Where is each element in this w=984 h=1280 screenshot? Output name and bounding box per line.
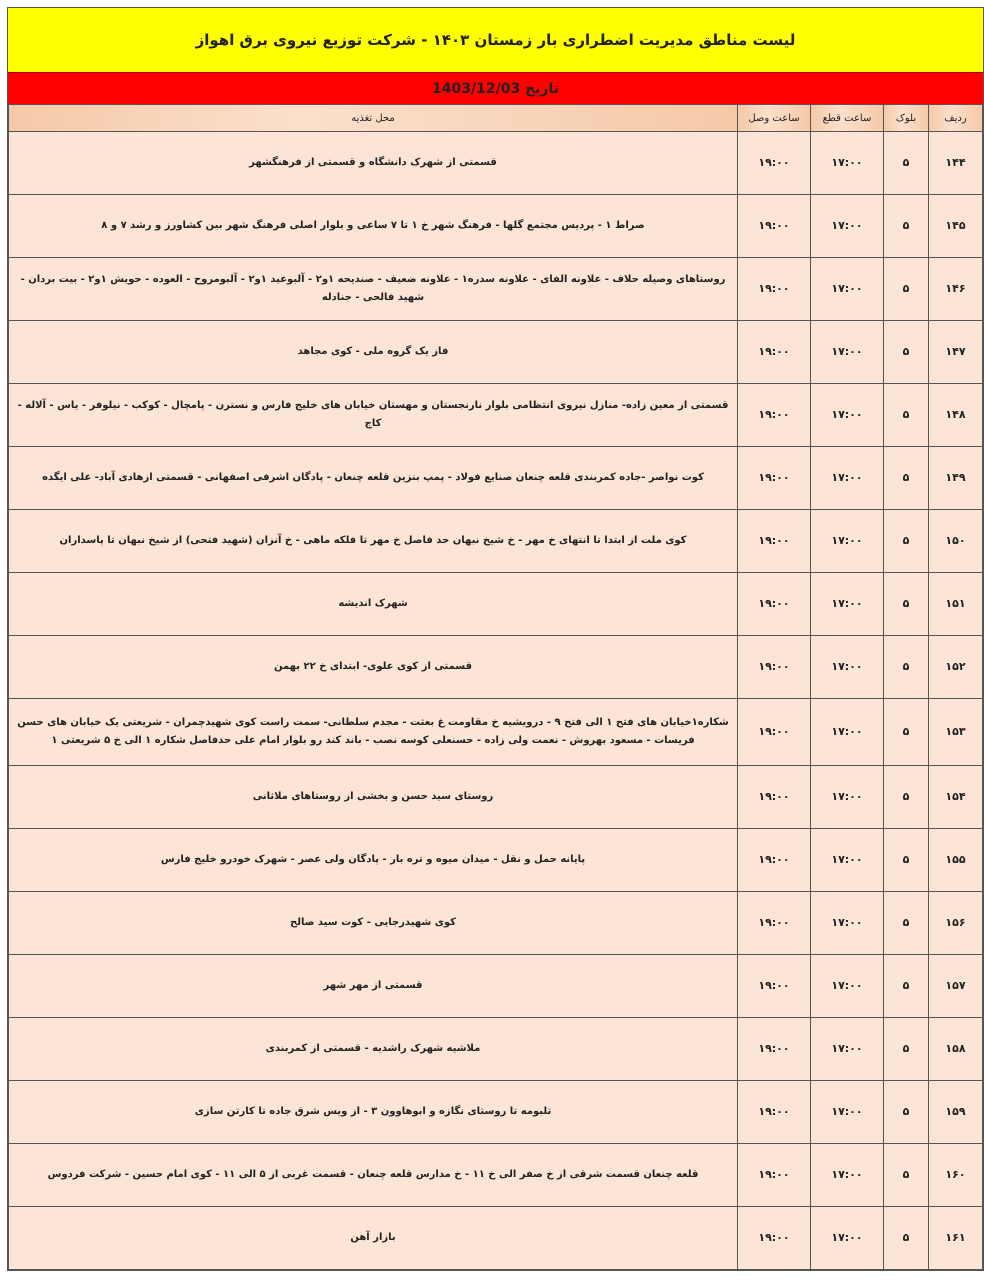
row-number-cell: ۱۵۲ (929, 636, 983, 699)
location-cell: قسمتی از کوی علوی- ابتدای خ ۲۲ بهمن (9, 636, 738, 699)
block-cell: ۵ (884, 1144, 929, 1207)
location-cell: فاز یک گروه ملی - کوی مجاهد (9, 321, 738, 384)
schedule-date: تاریخ 1403/12/03 (8, 72, 983, 104)
table-header-row (9, 105, 983, 132)
connect-time-cell: ۱۹:۰۰ (738, 510, 811, 573)
cut-time-cell: ۱۷:۰۰ (811, 636, 884, 699)
row-number-cell: ۱۵۵ (929, 829, 983, 892)
table-row (9, 573, 983, 636)
row-number-cell: ۱۶۱ (929, 1207, 983, 1270)
location-cell: شهرک اندیشه (9, 573, 738, 636)
connect-time-cell: ۱۹:۰۰ (738, 1018, 811, 1081)
block-cell: ۵ (884, 321, 929, 384)
connect-time-cell: ۱۹:۰۰ (738, 321, 811, 384)
location-cell: قسمتی از شهرک دانشگاه و قسمتی از فرهنگشهر (9, 132, 738, 195)
table-row (9, 1144, 983, 1207)
block-cell: ۵ (884, 573, 929, 636)
connect-time-cell: ۱۹:۰۰ (738, 699, 811, 766)
row-number-cell: ۱۴۶ (929, 258, 983, 321)
table-row (9, 195, 983, 258)
row-number-cell: ۱۵۹ (929, 1081, 983, 1144)
location-cell: قسمتی از معین زاده- منازل نیروی انتظامی بلوار نارنجستان و مهستان خیابان های خلیج فارس و نسترن - پامچال - کوکب - نیلوفر - یاس - آلاله - کاج (9, 384, 738, 447)
block-cell: ۵ (884, 829, 929, 892)
table-row (9, 699, 983, 766)
cut-time-cell: ۱۷:۰۰ (811, 447, 884, 510)
row-number-cell: ۱۵۳ (929, 699, 983, 766)
block-cell: ۵ (884, 258, 929, 321)
location-cell: کوی شهیدرجایی - کوت سید صالح (9, 892, 738, 955)
block-cell: ۵ (884, 132, 929, 195)
connect-time-cell: ۱۹:۰۰ (738, 955, 811, 1018)
row-number-cell: ۱۴۷ (929, 321, 983, 384)
sheet-title: لیست مناطق مدیریت اضطراری بار زمستان ۱۴۰۳ - شرکت توزیع نیروی برق اهواز (8, 8, 983, 72)
connect-time-cell: ۱۹:۰۰ (738, 892, 811, 955)
location-cell: تلبومه تا روستای نگازه و ابوهاوون ۳ - از ویس شرق جاده تا کارتن سازی (9, 1081, 738, 1144)
connect-time-cell: ۱۹:۰۰ (738, 384, 811, 447)
cut-time-cell: ۱۷:۰۰ (811, 766, 884, 829)
connect-time-cell: ۱۹:۰۰ (738, 1207, 811, 1270)
block-cell: ۵ (884, 384, 929, 447)
location-cell: شکاره۱خیابان های فتح ۱ الی فتح ۹ - درویشیه خ مقاومت غ بعثت - مجدم سلطانی- سمت راست کوی شهیدچمران - شریعتی یک خیابان های حسن فریسات - مسعود بهروش - نعمت ولی زاده - حسنعلی کوسه نصب - باند کند رو بلوار امام علی حدفاصل شکاره ۱ الی خ ۵ شریعتی ۱ (9, 699, 738, 766)
cut-time-cell: ۱۷:۰۰ (811, 132, 884, 195)
table-row (9, 132, 983, 195)
connect-time-cell: ۱۹:۰۰ (738, 829, 811, 892)
table-row (9, 766, 983, 829)
table-row (9, 258, 983, 321)
location-cell: کوی ملت از ابتدا تا انتهای خ مهر - خ شیخ نبهان حد فاصل خ مهر تا فلکه ماهی - خ آنزان (شهید فتحی) از شیخ نبهان تا پاسداران (9, 510, 738, 573)
location-cell: بازار آهن (9, 1207, 738, 1270)
block-cell: ۵ (884, 195, 929, 258)
header-row-number: ردیف (929, 105, 983, 132)
connect-time-cell: ۱۹:۰۰ (738, 195, 811, 258)
table-row (9, 829, 983, 892)
location-cell: کوت نواصر -جاده کمربندی قلعه چنعان صنایع فولاد - پمپ بنزین قلعه چنعان - پادگان اشرفی اصفهانی - قسمتی ازهادی آباد- علی ایگده (9, 447, 738, 510)
block-cell: ۵ (884, 636, 929, 699)
connect-time-cell: ۱۹:۰۰ (738, 447, 811, 510)
cut-time-cell: ۱۷:۰۰ (811, 1207, 884, 1270)
cut-time-cell: ۱۷:۰۰ (811, 573, 884, 636)
block-cell: ۵ (884, 447, 929, 510)
connect-time-cell: ۱۹:۰۰ (738, 132, 811, 195)
row-number-cell: ۱۶۰ (929, 1144, 983, 1207)
location-cell: قلعه چنعان قسمت شرقی از خ صفر الی خ ۱۱ - خ مدارس قلعه چنعان - قسمت غربی از ۵ الی ۱۱ - کوی امام حسین - شرکت فردوس (9, 1144, 738, 1207)
row-number-cell: ۱۵۰ (929, 510, 983, 573)
table-row (9, 892, 983, 955)
location-cell: پایانه حمل و نقل - میدان میوه و تره بار - پادگان ولی عصر - شهرک خودرو خلیج فارس (9, 829, 738, 892)
location-cell: قسمتی از مهر شهر (9, 955, 738, 1018)
header-location: محل تغذیه (9, 105, 738, 132)
block-cell: ۵ (884, 699, 929, 766)
header-cut-time: ساعت قطع (811, 105, 884, 132)
row-number-cell: ۱۴۵ (929, 195, 983, 258)
outage-schedule-sheet (7, 7, 984, 1271)
table-row (9, 321, 983, 384)
row-number-cell: ۱۵۴ (929, 766, 983, 829)
row-number-cell: ۱۴۹ (929, 447, 983, 510)
table-row (9, 384, 983, 447)
connect-time-cell: ۱۹:۰۰ (738, 573, 811, 636)
row-number-cell: ۱۵۶ (929, 892, 983, 955)
table-row (9, 636, 983, 699)
block-cell: ۵ (884, 1018, 929, 1081)
connect-time-cell: ۱۹:۰۰ (738, 1081, 811, 1144)
table-row (9, 447, 983, 510)
connect-time-cell: ۱۹:۰۰ (738, 636, 811, 699)
outage-table (8, 104, 983, 1270)
table-row (9, 1018, 983, 1081)
location-cell: صراط ۱ - پردیس مجتمع گلها - فرهنگ شهر خ ۱ تا ۷ ساعی و بلوار اصلی فرهنگ شهر بین کشاورز و رشد ۷ و ۸ (9, 195, 738, 258)
cut-time-cell: ۱۷:۰۰ (811, 510, 884, 573)
cut-time-cell: ۱۷:۰۰ (811, 321, 884, 384)
cut-time-cell: ۱۷:۰۰ (811, 829, 884, 892)
cut-time-cell: ۱۷:۰۰ (811, 258, 884, 321)
cut-time-cell: ۱۷:۰۰ (811, 892, 884, 955)
block-cell: ۵ (884, 1207, 929, 1270)
table-row (9, 1207, 983, 1270)
row-number-cell: ۱۴۸ (929, 384, 983, 447)
connect-time-cell: ۱۹:۰۰ (738, 766, 811, 829)
row-number-cell: ۱۵۷ (929, 955, 983, 1018)
cut-time-cell: ۱۷:۰۰ (811, 699, 884, 766)
cut-time-cell: ۱۷:۰۰ (811, 195, 884, 258)
block-cell: ۵ (884, 955, 929, 1018)
cut-time-cell: ۱۷:۰۰ (811, 1018, 884, 1081)
block-cell: ۵ (884, 766, 929, 829)
cut-time-cell: ۱۷:۰۰ (811, 1144, 884, 1207)
table-row (9, 1081, 983, 1144)
location-cell: روستاهای وصیله حلاف - علاونه الفای - علاونه سدره۱ - علاونه ضعیف - صندیحه ۱و۲ - آلبوعید ۱و۲ - آلبومروح - العوده - حویش ۱و۲ - بیت بردان - شهید فالحی - جنادله (9, 258, 738, 321)
connect-time-cell: ۱۹:۰۰ (738, 258, 811, 321)
location-cell: روستای سید حسن و بخشی از روستاهای ملاثانی (9, 766, 738, 829)
row-number-cell: ۱۵۱ (929, 573, 983, 636)
header-connect-time: ساعت وصل (738, 105, 811, 132)
cut-time-cell: ۱۷:۰۰ (811, 384, 884, 447)
block-cell: ۵ (884, 892, 929, 955)
block-cell: ۵ (884, 1081, 929, 1144)
row-number-cell: ۱۴۴ (929, 132, 983, 195)
row-number-cell: ۱۵۸ (929, 1018, 983, 1081)
table-row (9, 510, 983, 573)
block-cell: ۵ (884, 510, 929, 573)
cut-time-cell: ۱۷:۰۰ (811, 1081, 884, 1144)
connect-time-cell: ۱۹:۰۰ (738, 1144, 811, 1207)
table-row (9, 955, 983, 1018)
cut-time-cell: ۱۷:۰۰ (811, 955, 884, 1018)
header-block: بلوک (884, 105, 929, 132)
location-cell: ملاشیه شهرک راشدیه - قسمتی از کمربندی (9, 1018, 738, 1081)
